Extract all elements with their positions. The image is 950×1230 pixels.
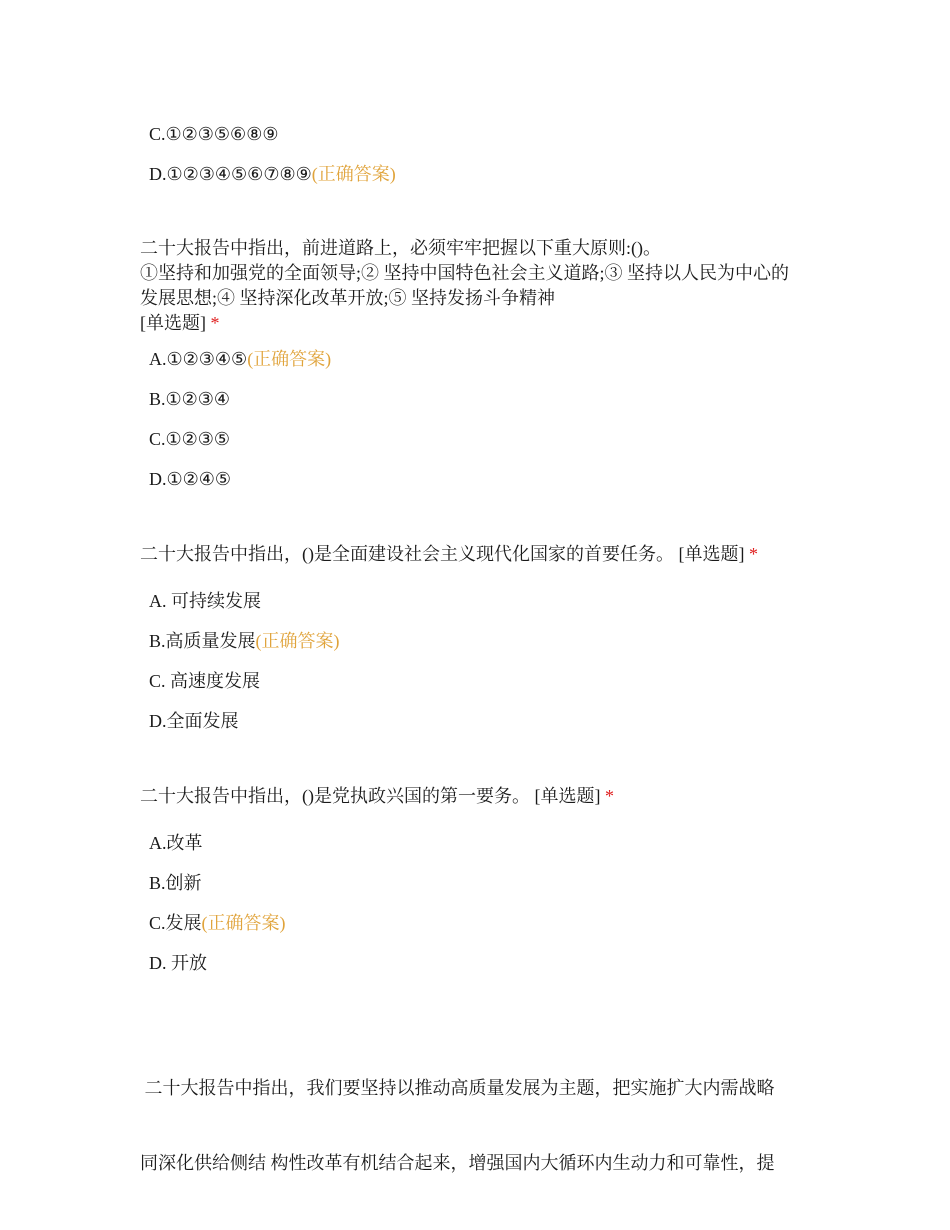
option-text: A.改革 (149, 833, 203, 853)
q1-option-c (149, 427, 230, 451)
q4-line2: 同深化供给侧结 构性改革有机结合起来，增强国内大循环内生动力和可靠性，提 (140, 1153, 775, 1173)
q1-line3: 发展思想;④ 坚持深化改革开放;⑤ 坚持发扬斗争精神 (140, 288, 555, 308)
option-text: C.发展 (149, 913, 202, 933)
required-mark: * (749, 544, 758, 564)
q3-question (140, 784, 820, 809)
q1-question (140, 236, 820, 336)
option-text: B.高质量发展 (149, 631, 256, 651)
option-text: D. 开放 (149, 953, 207, 973)
q3-option-c (149, 911, 286, 935)
q1-line1: 二十大报告中指出，前进道路上，必须牢牢把握以下重大原则:()。 (140, 238, 661, 258)
option-text: C.①②③⑤ (149, 429, 231, 449)
q2-question (140, 542, 820, 567)
option-text: A.①②③④⑤ (149, 349, 248, 369)
q0-option-c (149, 122, 278, 146)
q2-option-a (149, 589, 261, 613)
q2-option-d (149, 709, 239, 733)
correct-answer-label: (正确答案) (247, 349, 332, 369)
q1-type-row (140, 311, 820, 336)
q2-text: 二十大报告中指出，()是全面建设社会主义现代化国家的首要任务。 (140, 544, 674, 564)
option-text: B.创新 (149, 873, 202, 893)
q0-option-d (149, 162, 396, 186)
q1-option-d (149, 467, 231, 491)
option-text: D.①②④⑤ (149, 469, 232, 489)
correct-answer-label: (正确答案) (255, 631, 340, 651)
option-text: D.全面发展 (149, 711, 239, 731)
question-type-tag: [单选题] (534, 786, 601, 806)
q1-option-b (149, 387, 230, 411)
q4-question (140, 1026, 820, 1226)
q1-line2: ①坚持和加强党的全面领导;② 坚持中国特色社会主义道路;③ 坚持以人民为中心的 (140, 263, 789, 283)
q3-option-b (149, 871, 202, 895)
option-text: C.①②③⑤⑥⑧⑨ (149, 124, 279, 144)
required-mark: * (605, 786, 614, 806)
q4-line1: 二十大报告中指出，我们要坚持以推动高质量发展为主题，把实施扩大内需战略 (140, 1078, 775, 1098)
question-type-tag: [单选题] (678, 544, 745, 564)
option-text: D.①②③④⑤⑥⑦⑧⑨ (149, 164, 312, 184)
option-text: A. 可持续发展 (149, 591, 261, 611)
required-mark: * (210, 313, 220, 333)
q1-option-a (149, 347, 331, 371)
q3-text: 二十大报告中指出，()是党执政兴国的第一要务。 (140, 786, 530, 806)
correct-answer-label: (正确答案) (311, 164, 396, 184)
q3-option-d (149, 951, 207, 975)
q2-option-c (149, 669, 260, 693)
correct-answer-label: (正确答案) (201, 913, 286, 933)
question-type-tag: [单选题] (140, 313, 206, 333)
q3-option-a (149, 831, 203, 855)
option-text: C. 高速度发展 (149, 671, 261, 691)
option-text: B.①②③④ (149, 389, 231, 409)
q2-option-b (149, 629, 340, 653)
